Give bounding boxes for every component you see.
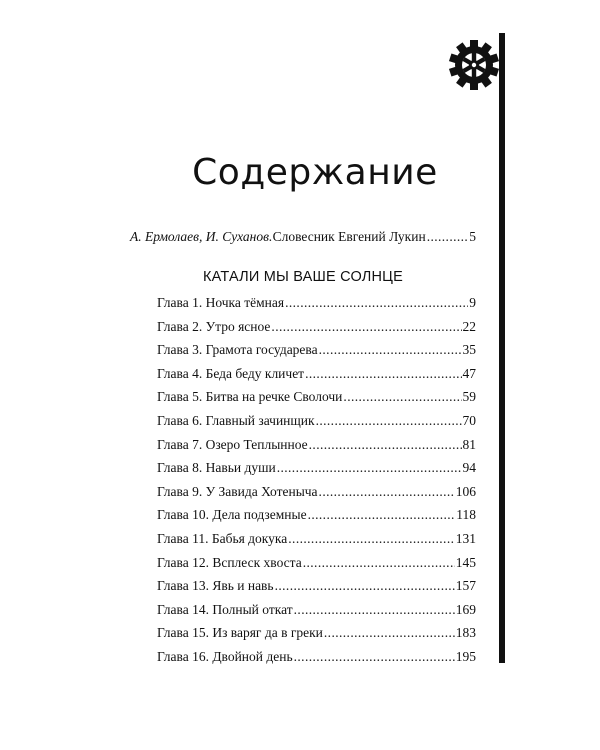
chapter-page-number: 22 [462,318,476,334]
chapter-page-number: 169 [455,601,476,617]
dot-leader [303,555,455,571]
dot-leader [343,389,461,405]
chapter-title: Глава 16. Двойной день [157,648,293,664]
chapter-title: Глава 5. Битва на речке Сволочи [157,389,343,405]
chapter-title: Глава 12. Всплеск хвоста [157,554,302,570]
chapter-page-number: 131 [455,530,476,546]
toc-entry[interactable] [157,460,476,484]
dot-leader [324,625,455,641]
chapter-page-number: 81 [462,436,476,452]
dot-leader [319,484,455,500]
chapter-page-number: 47 [462,365,476,381]
chapter-page-number: 106 [455,483,476,499]
intro-title: Словесник Евгений Лукин [272,229,426,244]
dot-leader [294,602,455,618]
dot-leader [305,366,461,382]
intro-entry[interactable] [130,229,476,245]
chapter-title: Глава 13. Явь и навь [157,578,274,594]
dot-leader [427,229,469,245]
chapter-page-number: 94 [462,460,476,476]
dot-leader [308,507,456,523]
chapter-title: Глава 14. Полный откат [157,601,293,617]
chapter-title: Глава 15. Из варяг да в греки [157,625,323,641]
dot-leader [309,437,462,453]
chapter-page-number: 70 [462,412,476,428]
dot-leader [288,531,454,547]
chapter-page-number: 157 [455,578,476,594]
dot-leader [271,319,461,335]
gear-icon [449,40,499,90]
toc-entry[interactable] [157,484,476,508]
toc-entry[interactable] [157,437,476,461]
chapter-page-number: 9 [469,295,476,310]
toc-entry[interactable] [157,649,476,673]
chapter-title: Глава 4. Беда беду кличет [157,365,305,381]
chapter-page-number: 145 [455,554,476,570]
chapter-page-number: 183 [455,625,476,641]
dot-leader [285,295,468,311]
dot-leader [275,578,455,594]
chapter-page-number: 118 [456,507,476,523]
chapter-title: Глава 3. Грамота государева [157,342,318,358]
toc-entry[interactable] [157,602,476,626]
intro-page-number: 5 [469,229,476,244]
chapter-title: Глава 7. Озеро Теплынное [157,436,308,452]
chapter-page-number: 59 [462,389,476,405]
toc-entry[interactable] [157,413,476,437]
dot-leader [319,342,462,358]
section-title: КАТАЛИ МЫ ВАШЕ СОЛНЦЕ [203,269,403,285]
toc-entry[interactable] [157,389,476,413]
dot-leader [294,649,455,665]
vertical-rule [499,33,505,663]
toc-entry[interactable] [157,507,476,531]
chapter-title: Глава 10. Дела подземные [157,507,307,523]
toc-entry[interactable] [157,366,476,390]
chapter-title: Глава 1. Ночка тёмная [157,295,285,310]
chapter-title: Глава 11. Бабья докука [157,530,288,546]
chapter-title: Глава 2. Утро ясное [157,318,271,334]
chapter-page-number: 35 [462,342,476,358]
toc-entry[interactable] [157,342,476,366]
toc-entry[interactable] [157,578,476,602]
page-title: Содержание [192,152,438,193]
toc-entry[interactable] [157,531,476,555]
toc-entry[interactable] [157,555,476,579]
chapter-title: Глава 8. Навьи души [157,460,276,476]
toc-entry[interactable] [157,295,476,319]
toc-entry[interactable] [157,319,476,343]
chapter-page-number: 195 [455,648,476,664]
dot-leader [316,413,462,429]
toc-entry[interactable] [157,625,476,649]
chapter-title: Глава 9. У Завида Хотеныча [157,483,318,499]
intro-authors: А. Ермолаев, И. Суханов. [130,229,273,244]
chapter-list [157,295,476,673]
chapter-title: Глава 6. Главный зачинщик [157,412,315,428]
dot-leader [277,460,462,476]
